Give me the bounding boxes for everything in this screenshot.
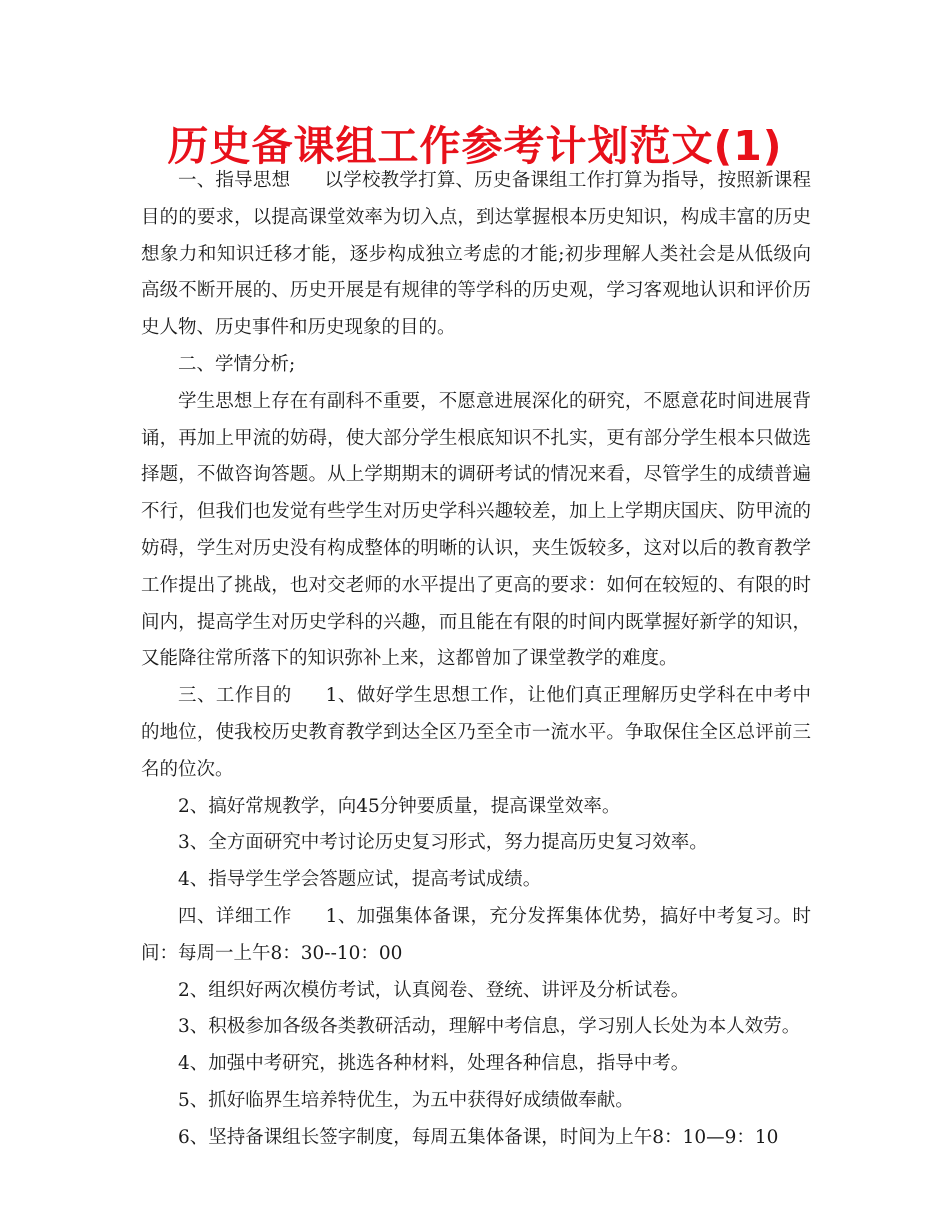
paragraph <box>141 1046 811 1083</box>
paragraph-text: 1、做好学生思想工作，让他们真正理解历史学科在中考中的地位，使我校历史教育教学到达全区乃至全市一流水平。争取保住全区总评前三名的位次。 <box>141 685 811 780</box>
paragraph <box>141 1083 811 1120</box>
paragraph <box>141 789 811 826</box>
paragraph <box>141 347 811 384</box>
paragraph <box>141 678 811 788</box>
paragraph-text: 学生思想上存在有副科不重要，不愿意进展深化的研究，不愿意花时间进展背诵，再加上甲流的妨碍，使大部分学生根底知识不扎实，更有部分学生根本只做选择题，不做咨询答题。从上学期期末的调研考试的情况来看，尽管学生的成绩普遍不行，但我们也发觉有些学生对历史学科兴趣较差，加上上学期庆国庆、防甲流的妨碍，学生对历史没有构成整体的明晰的认识，夹生饭较多，这对以后的教育教学工作提出了挑战，也对交老师的水平提出了更高的要求：如何在较短的、有限的时间内，提高学生对历史学科的兴趣，而且能在有限的时间内既掌握好新学的知识，又能降往常所落下的知识弥补上来，这都曾加了课堂教学的难度。 <box>141 390 811 670</box>
paragraph-text: 5、抓好临界生培养特优生，为五中获得好成绩做奉献。 <box>178 1089 634 1111</box>
paragraph-text: 2、组织好两次模仿考试，认真阅卷、登统、讲评及分析试卷。 <box>178 979 690 1001</box>
section-heading: 一、指导思想 <box>178 170 291 191</box>
paragraph-text: 2、搞好常规教学，向45分钟要质量，提高课堂效率。 <box>178 795 621 817</box>
section-heading: 三、工作目的 <box>178 685 292 707</box>
paragraph <box>141 825 811 862</box>
section-heading: 四、详细工作 <box>178 905 292 927</box>
paragraph <box>141 899 811 973</box>
paragraph-text: 4、指导学生学会答题应试，提高考试成绩。 <box>178 869 542 891</box>
paragraph-text: 6、坚持备课组长签字制度，每周五集体备课，时间为上午8：10—9：10 <box>178 1126 779 1148</box>
paragraph-text: 4、加强中考研究，挑选各种材料，处理各种信息，指导中考。 <box>178 1053 690 1075</box>
document-title: 历史备课组工作参考计划范文(1) <box>167 122 783 170</box>
paragraph <box>141 384 811 678</box>
paragraph <box>141 862 811 899</box>
paragraph <box>141 973 811 1010</box>
paragraph <box>141 163 811 347</box>
paragraph-text: 二、学情分析; <box>178 353 296 375</box>
document-body <box>141 163 811 1157</box>
paragraph-text: 1、加强集体备课，充分发挥集体优势，搞好中考复习。时间：每周一上午8：30--10：00 <box>141 905 811 964</box>
paragraph-text: 3、积极参加各级各类教研活动，理解中考信息，学习别人长处为本人效劳。 <box>178 1016 801 1038</box>
paragraph <box>141 1009 811 1046</box>
paragraph-text: 3、全方面研究中考讨论历史复习形式，努力提高历史复习效率。 <box>178 832 708 854</box>
paragraph <box>141 1120 811 1157</box>
paragraph-text: 以学校教学打算、历史备课组工作打算为指导，按照新课程目的的要求，以提高课堂效率为切入点，到达掌握根本历史知识，构成丰富的历史想象力和知识迁移才能，逐步构成独立考虑的才能;初步理解人类社会是从低级向高级不断开展的、历史开展是有规律的等学科的历史观，学习客观地认识和评价历史人物、历史事件和历史现象的目的。 <box>141 170 811 339</box>
